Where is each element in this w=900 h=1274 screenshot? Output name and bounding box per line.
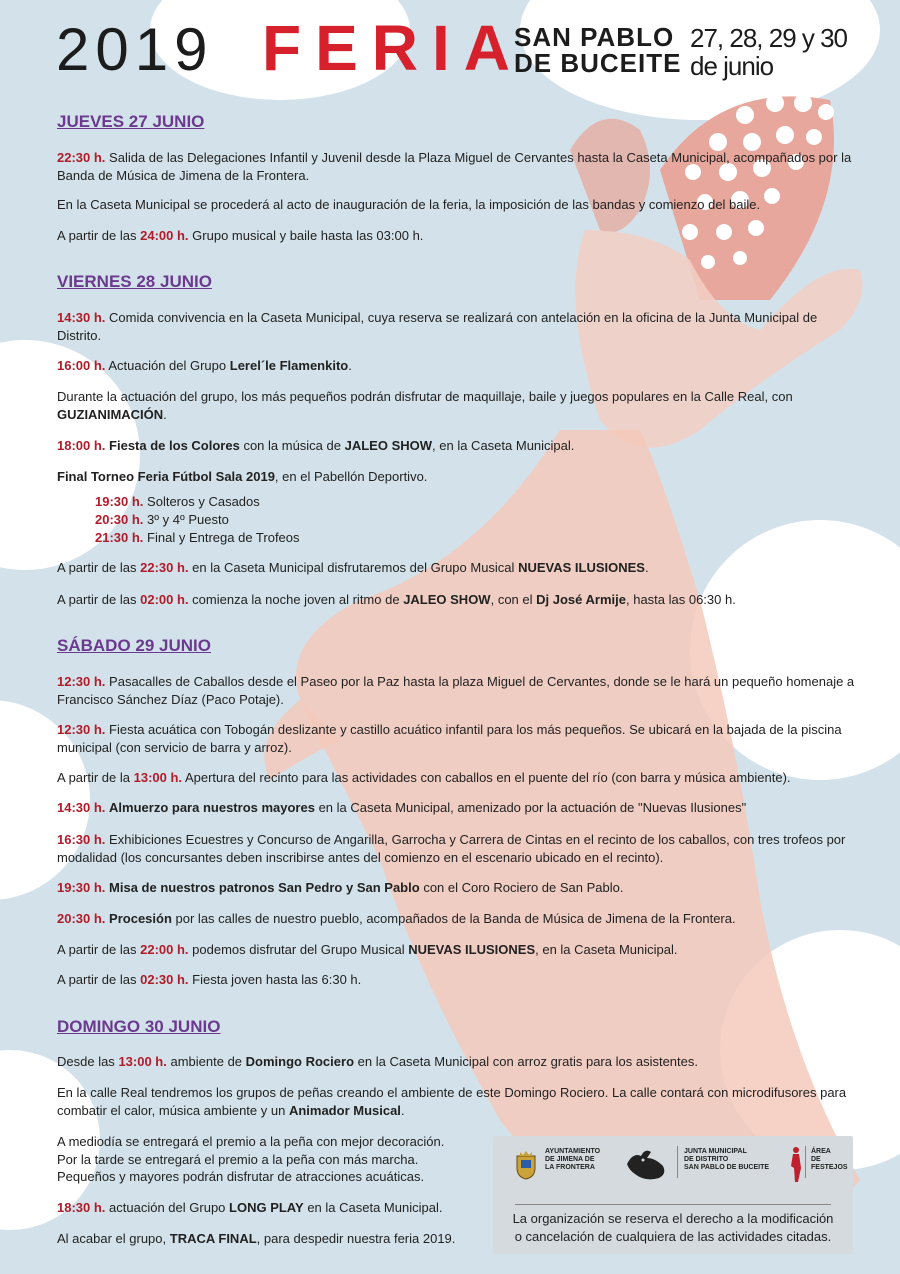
event-text: Fiesta joven hasta las 6:30 h. [192, 972, 362, 987]
program-item [57, 227, 857, 245]
event-text: . [400, 1102, 405, 1118]
dates-line: de junio [690, 51, 774, 81]
program-item [57, 196, 857, 214]
program-item [57, 879, 857, 897]
logo-text: LA FRONTERA [545, 1164, 595, 1171]
event-text: en la Caseta Municipal disfrutaremos del Grupo Musical [192, 560, 515, 575]
event-time: 22:30 h. [140, 560, 189, 575]
event-time: 21:30 h. [95, 530, 144, 545]
program-item [57, 910, 857, 928]
tournament-item [95, 511, 895, 529]
junta-label [684, 1148, 769, 1172]
logo-text: AYUNTAMIENTO [545, 1148, 601, 1155]
program-item [57, 1084, 857, 1119]
event-text: Grupo musical y baile hasta las 03:00 h. [192, 228, 424, 243]
event-text: A partir de las [57, 942, 137, 957]
event-highlight: Lerel´le Flamenkito [229, 358, 349, 373]
event-text: Desde las [57, 1054, 115, 1069]
event-time: 02:00 h. [140, 592, 189, 607]
event-text: Pequeños y mayores podrán disfrutar de atracciones acuáticas. [57, 1169, 425, 1184]
program-item [57, 468, 857, 486]
event-highlight: TRACA FINAL [169, 1231, 257, 1246]
tournament-item [95, 529, 895, 547]
program-item [57, 673, 857, 708]
event-text: Final y Entrega de Trofeos [147, 530, 300, 545]
program-item [57, 971, 857, 989]
event-highlight: Final Torneo Feria Fútbol Sala 2019 [57, 469, 275, 484]
logo-text: JUNTA MUNICIPAL [684, 1148, 747, 1155]
program-item [57, 941, 857, 959]
dates-line: 27, 28, 29 y 30 [690, 23, 848, 53]
event-text: A partir de las [57, 972, 137, 987]
event-text: A partir de la [57, 770, 130, 785]
event-highlight: Domingo Rociero [245, 1054, 355, 1069]
event-text: Durante la actuación del grupo, los más pequeños podrán disfrutar de maquillaje, baile y juegos populares en la Calle Real, con [57, 389, 793, 404]
event-text: . [644, 560, 649, 575]
program-item [57, 591, 857, 609]
event-time: 18:00 h. [57, 438, 106, 453]
program-item [57, 309, 857, 344]
event-highlight: LONG PLAY [229, 1200, 304, 1215]
day-heading-thursday: JUEVES 27 JUNIO [57, 112, 205, 131]
logo-text: DE [811, 1156, 821, 1163]
event-text: . [163, 406, 167, 422]
event-text: ambiente de [170, 1054, 243, 1069]
ayuntamiento-label [545, 1148, 600, 1172]
festejos-label [811, 1148, 848, 1172]
event-text: comienza la noche joven al ritmo de [192, 592, 400, 607]
note-text: o cancelación de cualquiera de las actividades citadas. [514, 1229, 832, 1244]
program-item [57, 437, 857, 455]
event-text: Solteros y Casados [147, 494, 260, 509]
town-line: SAN PABLO [514, 22, 675, 52]
event-time: 19:30 h. [95, 494, 144, 509]
event-text: En la Caseta Municipal se procederá al acto de inauguración de la feria, la imposición de las bandas y comienzo del baile. [57, 197, 761, 212]
event-time: 20:30 h. [57, 911, 106, 926]
event-text: A partir de las [57, 592, 137, 607]
day-heading-sunday: DOMINGO 30 JUNIO [57, 1017, 221, 1036]
program-item [57, 721, 857, 756]
program-item [57, 149, 857, 184]
event-highlight: JALEO SHOW [403, 592, 491, 607]
event-text: Apertura del recinto para las actividades con caballos en el puente del río (con barra y música ambiente). [184, 770, 791, 785]
logo-text: SAN PABLO DE BUCEITE [684, 1164, 770, 1171]
logo-text: DE DISTRITO [684, 1156, 729, 1163]
logo-divider [805, 1146, 806, 1178]
program-item [57, 1053, 857, 1071]
program-item [57, 357, 857, 375]
event-text: , para despedir nuestra feria 2019. [256, 1231, 456, 1246]
day-heading-saturday: SÁBADO 29 JUNIO [57, 636, 211, 655]
event-text: en la Caseta Municipal con arroz gratis para los asistentes. [357, 1054, 698, 1069]
town-line: DE BUCEITE [514, 48, 682, 78]
program-item [57, 1199, 487, 1217]
divider-line [515, 1204, 831, 1205]
event-time: 12:30 h. [57, 674, 106, 689]
event-text: , hasta las 06:30 h. [625, 592, 736, 607]
event-text: Comida convivencia en la Caseta Municipal, cuya reserva se realizará con antelación en la oficina de la Junta Municipal de Distrito. [57, 310, 818, 343]
event-highlight: NUEVAS ILUSIONES [408, 942, 536, 957]
event-time: 24:00 h. [140, 228, 189, 243]
event-text: Exhibiciones Ecuestres y Concurso de Angarilla, Garrocha y Carrera de Cintas en el recinto de los caballos, con tres trofeos por modalidad (los concursantes deben inscribirse antes del comienzo en el escenario ubicado en el recinto). [57, 832, 846, 865]
ayuntamiento-crest-icon [515, 1150, 537, 1180]
program-item [57, 799, 857, 817]
event-highlight: Dj José Armije [536, 592, 626, 607]
feria-title: FERIA [262, 12, 524, 84]
program-item [57, 1230, 487, 1248]
junta-bird-icon [625, 1144, 671, 1184]
event-text: con la música de [243, 438, 341, 453]
sponsor-logos-panel [493, 1136, 853, 1254]
logo-text: ÁREA [811, 1148, 831, 1155]
event-text: 3º y 4º Puesto [147, 512, 229, 527]
disclaimer-note [493, 1210, 853, 1246]
event-text: Al acabar el grupo, [57, 1231, 167, 1246]
event-time: 18:30 h. [57, 1200, 106, 1215]
program-item [57, 559, 857, 577]
event-text: Fiesta acuática con Tobogán deslizante y castillo acuático infantil para los más pequeños. Se ubicará en la bajada de la piscina municipal (con servicio de barra y arroz). [57, 722, 842, 755]
event-time: 14:30 h. [57, 800, 106, 815]
event-time: 13:00 h. [118, 1054, 167, 1069]
event-text: , con el [490, 592, 533, 607]
event-text: actuación del Grupo [109, 1200, 226, 1215]
event-text: , en la Caseta Municipal. [432, 438, 575, 453]
event-text: A mediodía se entregará el premio a la peña con mejor decoración. [57, 1134, 445, 1149]
day-heading-friday: VIERNES 28 JUNIO [57, 272, 212, 291]
event-text: A partir de las [57, 228, 137, 243]
event-time: 13:00 h. [133, 770, 183, 785]
event-text: . [348, 358, 352, 373]
event-text: , en la Caseta Municipal. [535, 942, 678, 957]
event-text: Actuación del Grupo [108, 358, 227, 373]
logo-text: FESTEJOS [811, 1164, 848, 1171]
event-text: A partir de las [57, 560, 137, 575]
event-text: con el Coro Rociero de San Pablo. [423, 880, 624, 895]
logo-text: DE JIMENA DE [545, 1156, 595, 1163]
event-text: En la calle Real tendremos los grupos de peñas creando el ambiente de este Domingo Rociero. La calle contará con microdifusores para combatir el calor, música ambiente y un [57, 1085, 847, 1118]
event-text: por las calles de nuestro pueblo, acompañados de la Banda de Música de Jimena de la Frontera. [175, 911, 736, 926]
program-item [57, 388, 857, 423]
program-item [57, 1133, 487, 1186]
event-text: Pasacalles de Caballos desde el Paseo por la Paz hasta la plaza Miguel de Cervantes, donde se le hará un pequeño homenaje a Francisco Sánchez Díaz (Paco Potaje). [57, 674, 855, 707]
note-text: La organización se reserva el derecho a la modificación [512, 1211, 834, 1226]
event-time: 02:30 h. [140, 972, 189, 987]
event-highlight: Procesión [109, 911, 172, 926]
event-highlight: Fiesta de los Colores [109, 438, 240, 453]
event-text: Por la tarde se entregará el premio a la peña con más marcha. [57, 1151, 419, 1167]
event-highlight: Misa de nuestros patronos San Pedro y San Pablo [109, 880, 420, 895]
logo-divider [677, 1146, 678, 1178]
year-title: 2019 [56, 16, 214, 83]
event-text: Salida de las Delegaciones Infantil y Juvenil desde la Plaza Miguel de Cervantes hasta la Caseta Municipal, acompañados por la Banda de Música de Jimena de la Frontera. [57, 150, 852, 183]
event-time: 22:00 h. [140, 942, 189, 957]
event-time: 14:30 h. [57, 310, 106, 325]
event-highlight: GUZIANIMACIÓN [57, 406, 164, 422]
event-time: 20:30 h. [95, 512, 144, 527]
event-time: 16:30 h. [57, 832, 106, 847]
program-item [57, 831, 857, 866]
festejos-figure-icon [789, 1146, 803, 1184]
event-text: en la Caseta Municipal. [307, 1200, 443, 1215]
event-highlight: Animador Musical [288, 1102, 401, 1118]
event-highlight: NUEVAS ILUSIONES [518, 560, 645, 575]
event-time: 19:30 h. [57, 880, 106, 895]
event-time: 12:30 h. [57, 722, 106, 737]
event-time: 16:00 h. [57, 358, 106, 373]
event-text: podemos disfrutar del Grupo Musical [192, 942, 405, 957]
event-highlight: JALEO SHOW [344, 438, 433, 453]
program-item [57, 769, 857, 787]
event-text: en la Caseta Municipal, amenizado por la actuación de "Nuevas Ilusiones" [318, 800, 747, 815]
event-highlight: Almuerzo para nuestros mayores [109, 800, 315, 815]
event-time: 22:30 h. [57, 150, 106, 165]
tournament-item [95, 493, 895, 511]
event-text: , en el Pabellón Deportivo. [274, 469, 428, 484]
